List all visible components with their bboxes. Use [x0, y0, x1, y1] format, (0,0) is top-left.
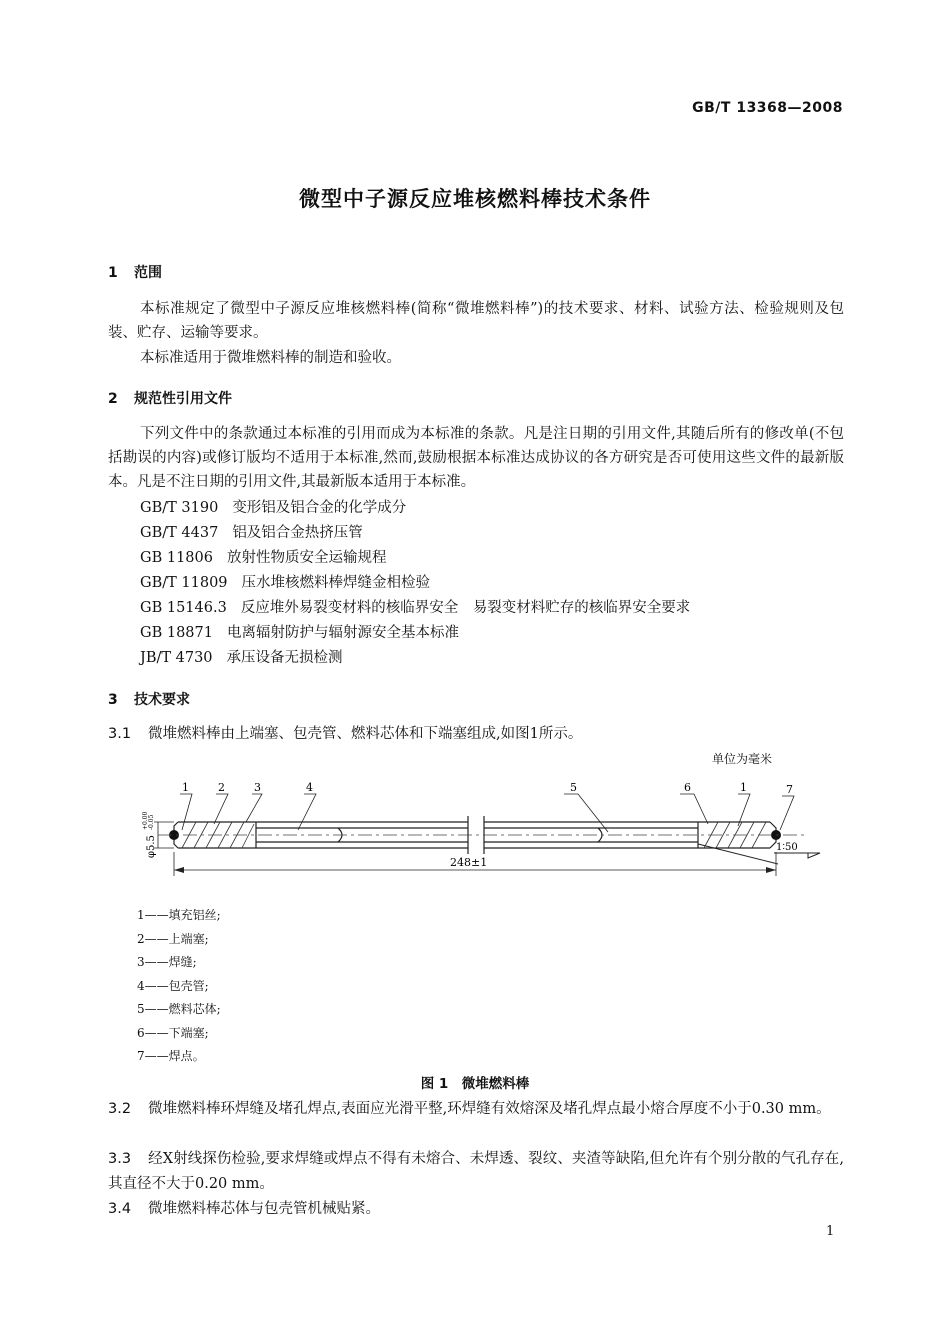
callout-2: 2 — [218, 781, 225, 794]
callout-3: 3 — [254, 781, 261, 794]
reference-title: 铝及铝合金热挤压管 — [232, 525, 363, 541]
clause-number: 3.3 — [108, 1151, 132, 1167]
diameter-tolerance-upper: +0.00 — [142, 811, 149, 830]
reference-title: 压水堆核燃料棒焊缝金相检验 — [241, 575, 431, 591]
callout-leader — [180, 794, 192, 830]
reference-item — [140, 646, 343, 671]
reference-title: 反应堆外易裂变材料的核临界安全 易裂变材料贮存的核临界安全要求 — [240, 600, 691, 616]
legend-item: 1——填充铝丝; — [137, 908, 221, 922]
section-number: 1 — [108, 265, 118, 281]
callout-leader — [246, 794, 262, 822]
section-1-paragraph-1: 本标准规定了微型中子源反应堆核燃料棒(简称“微堆燃料棒”)的技术要求、材料、试验方法、检验规则及包装、贮存、运输等要求。 — [108, 301, 844, 341]
standard-code: GB/T 13368—2008 — [692, 100, 843, 116]
section-number: 2 — [108, 391, 118, 407]
clause-text: 微堆燃料棒芯体与包壳管机械贴紧。 — [148, 1201, 380, 1217]
clause-3-1 — [108, 722, 844, 747]
reference-code: GB/T 4437 — [140, 525, 219, 541]
reference-item — [140, 571, 430, 596]
section-2-intro: 下列文件中的条款通过本标准的引用而成为本标准的条款。凡是注日期的引用文件,其随后所有的修改单(不包括勘误的内容)或修订版均不适用于本标准,然而,鼓励根据本标准达成协议的各方研究是否可使用这些文件的最新版本。凡是不注日期的引用文件,其最新版本适用于本标准。 — [108, 426, 844, 490]
clause-number: 3.2 — [108, 1101, 132, 1117]
reference-title: 电离辐射防护与辐射源安全基本标准 — [226, 625, 459, 641]
callout-1-lower: 1 — [740, 781, 747, 794]
clause-text: 经X射线探伤检验,要求焊缝或焊点不得有未熔合、未焊透、裂纹、夹渣等缺陷,但允许有个别分散的气孔存在,其直径不大于0.20 mm。 — [108, 1151, 844, 1192]
reference-item — [140, 496, 406, 521]
clause-text: 微堆燃料棒环焊缝及堵孔焊点,表面应光滑平整,环焊缝有效熔深及堵孔焊点最小熔合厚度不小于0.30 mm。 — [148, 1101, 831, 1117]
callout-leader — [298, 794, 316, 830]
callout-4: 4 — [306, 781, 313, 794]
legend-item: 4——包壳管; — [137, 978, 209, 993]
taper-leader — [698, 844, 778, 864]
reference-code: GB/T 11809 — [140, 575, 228, 591]
reference-code: GB 18871 — [140, 625, 213, 641]
taper-label: 1∶50 — [776, 842, 798, 853]
reference-item — [140, 596, 690, 621]
arrow-left-icon — [174, 867, 184, 873]
section-title: 范围 — [134, 265, 162, 281]
reference-item — [140, 546, 386, 571]
reference-title: 放射性物质安全运输规程 — [226, 550, 387, 566]
reference-item — [140, 621, 459, 646]
legend-item: 2——上端塞; — [137, 931, 209, 946]
legend-item: 3——焊缝; — [137, 955, 197, 969]
diameter-tolerance-lower: -0.05 — [148, 814, 155, 830]
reference-code: GB 11806 — [140, 550, 213, 566]
legend-item: 6——下端塞; — [137, 1025, 209, 1040]
section-number: 3 — [108, 692, 118, 708]
callout-leader — [738, 794, 750, 826]
reference-title: 承压设备无损检测 — [226, 650, 343, 666]
section-1-heading — [108, 262, 162, 282]
page-number: 1 — [826, 1224, 835, 1239]
section-2-heading — [108, 388, 232, 408]
document-title: 微型中子源反应堆核燃料棒技术条件 — [299, 187, 651, 211]
section-title: 规范性引用文件 — [134, 391, 232, 407]
callout-leader — [564, 794, 608, 832]
clause-number: 3.4 — [108, 1201, 132, 1217]
fuel-rod-drawing — [138, 774, 828, 884]
taper-arrow-icon — [808, 853, 820, 858]
clause-text: 微堆燃料棒由上端塞、包壳管、燃料芯体和下端塞组成,如图1所示。 — [148, 726, 583, 742]
legend-item: 7——焊点。 — [137, 1049, 205, 1063]
figure-legend — [137, 904, 221, 1069]
callout-5: 5 — [570, 781, 577, 794]
callout-leader — [214, 794, 228, 824]
hatch — [242, 824, 254, 848]
callout-leader — [780, 796, 794, 830]
reference-code: GB 15146.3 — [140, 600, 227, 616]
length-label: 248±1 — [450, 856, 488, 869]
callout-7: 7 — [786, 783, 793, 796]
reference-item — [140, 521, 363, 546]
callout-6: 6 — [684, 781, 691, 794]
clause-3-4 — [108, 1197, 844, 1222]
legend-item: 5——燃料芯体; — [137, 1002, 221, 1016]
reference-code: JB/T 4730 — [140, 650, 213, 666]
clause-number: 3.1 — [108, 726, 132, 742]
figure-caption: 图 1 微堆燃料棒 — [420, 1076, 530, 1092]
clause-3-3 — [108, 1147, 844, 1197]
reference-code: GB/T 3190 — [140, 500, 219, 516]
callout-leader — [680, 794, 708, 824]
figure-unit-note: 单位为毫米 — [712, 752, 773, 766]
diameter-label: φ5.5 — [146, 835, 157, 858]
callout-1-upper: 1 — [182, 781, 189, 794]
clause-3-2 — [108, 1097, 844, 1122]
arrow-right-icon — [766, 867, 776, 873]
section-title: 技术要求 — [134, 692, 190, 708]
reference-title: 变形铝及铝合金的化学成分 — [232, 500, 407, 516]
section-1-paragraph-2: 本标准适用于微堆燃料棒的制造和验收。 — [140, 350, 401, 366]
section-3-heading — [108, 689, 190, 709]
